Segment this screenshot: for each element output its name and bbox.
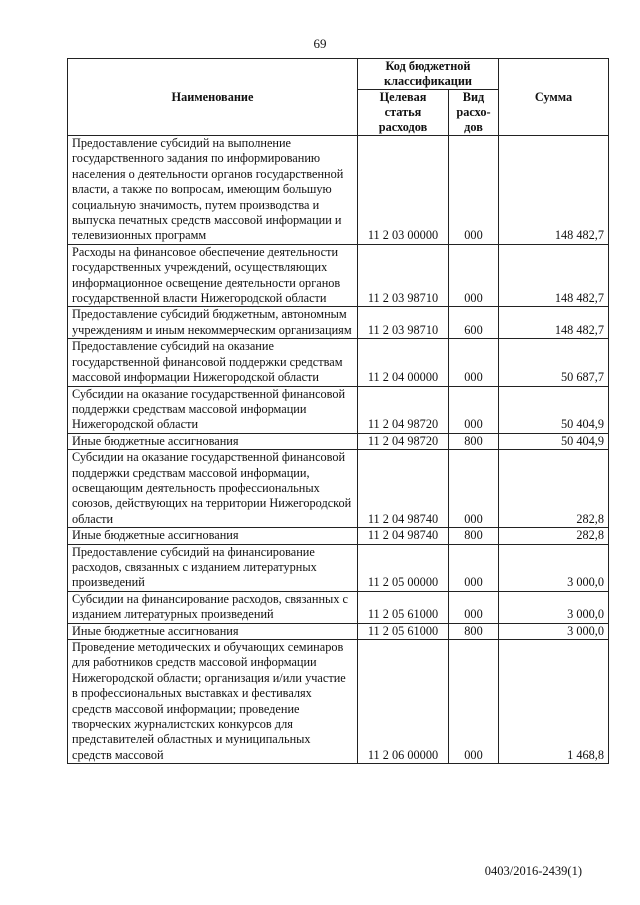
- row-name: Субсидии на финансирование расходов, связанных с изданием литературных произведений: [68, 591, 358, 623]
- row-sum: 1 468,8: [499, 640, 609, 764]
- row-target-article: 11 2 06 00000: [358, 640, 449, 764]
- row-sum: 3 000,0: [499, 623, 609, 639]
- row-name: Субсидии на оказание государственной финансовой поддержки средствам массовой информации Нижегородской области: [68, 386, 358, 433]
- row-name: Иные бюджетные ассигнования: [68, 623, 358, 639]
- row-target-article: 11 2 03 98710: [358, 307, 449, 339]
- row-expense-type: 000: [449, 450, 499, 528]
- table-row: [68, 544, 609, 591]
- row-expense-type: 800: [449, 433, 499, 449]
- header-row-top: [68, 59, 609, 90]
- table-row: [68, 623, 609, 639]
- row-name: Иные бюджетные ассигнования: [68, 433, 358, 449]
- row-name: Субсидии на оказание государственной финансовой поддержки средствам массовой информации, освещающим деятельность профессиональных союзов, действующих на территории Нижегородской области: [68, 450, 358, 528]
- row-sum: 148 482,7: [499, 307, 609, 339]
- row-target-article: 11 2 04 98740: [358, 528, 449, 544]
- table-row: [68, 244, 609, 307]
- table-row: [68, 450, 609, 528]
- table-row: [68, 433, 609, 449]
- document-code: 0403/2016-2439(1): [484, 864, 582, 878]
- row-name: Предоставление субсидий на финансирование расходов, связанных с изданием литературных произведений: [68, 544, 358, 591]
- row-expense-type: 000: [449, 136, 499, 245]
- row-name: Предоставление субсидий на выполнение государственного задания по информированию населения о деятельности органов государственной власти, а также по вопросам, имеющим большую социальную значимость, путем производства и выпуска печатных средств массовой информации и телевизионных программ: [68, 136, 358, 245]
- row-target-article: 11 2 04 98740: [358, 450, 449, 528]
- row-sum: 148 482,7: [499, 136, 609, 245]
- row-name: Предоставление субсидий бюджетным, автономным учреждениям и иным некоммерческим организациям: [68, 307, 358, 339]
- row-name: Проведение методических и обучающих семинаров для работников средств массовой информации Нижегородской области; организация и/или участие в профессиональных выставках и фестивалях средств массовой информации; проведение творческих журналистских конкурсов для представителей областных и муниципальных средств массовой: [68, 640, 358, 764]
- row-target-article: 11 2 03 00000: [358, 136, 449, 245]
- row-expense-type: 000: [449, 544, 499, 591]
- row-name: Предоставление субсидий на оказание государственной финансовой поддержки средствам массовой информации Нижегородской области: [68, 339, 358, 386]
- row-sum: 3 000,0: [499, 591, 609, 623]
- row-sum: 282,8: [499, 450, 609, 528]
- row-target-article: 11 2 03 98710: [358, 244, 449, 307]
- row-expense-type: 800: [449, 528, 499, 544]
- table-row: [68, 307, 609, 339]
- table-row: [68, 591, 609, 623]
- header-classification: Код бюджетной классификации: [358, 59, 499, 90]
- row-target-article: 11 2 04 98720: [358, 433, 449, 449]
- row-expense-type: 000: [449, 640, 499, 764]
- row-sum: 50 687,7: [499, 339, 609, 386]
- row-target-article: 11 2 04 00000: [358, 339, 449, 386]
- row-sum: 3 000,0: [499, 544, 609, 591]
- table-row: [68, 136, 609, 245]
- table-row: [68, 528, 609, 544]
- budget-table: [67, 58, 609, 764]
- header-name: Наименование: [68, 59, 358, 136]
- table-row: [68, 640, 609, 764]
- row-sum: 282,8: [499, 528, 609, 544]
- table-row: [68, 339, 609, 386]
- row-sum: 50 404,9: [499, 433, 609, 449]
- row-target-article: 11 2 05 61000: [358, 591, 449, 623]
- row-target-article: 11 2 04 98720: [358, 386, 449, 433]
- row-expense-type: 800: [449, 623, 499, 639]
- row-sum: 148 482,7: [499, 244, 609, 307]
- row-expense-type: 000: [449, 386, 499, 433]
- row-name: Расходы на финансовое обеспечение деятельности государственных учреждений, осуществляющих информационное освещение деятельности органов государственной власти Нижегородской области: [68, 244, 358, 307]
- table-row: [68, 386, 609, 433]
- row-target-article: 11 2 05 00000: [358, 544, 449, 591]
- header-expense-type: Вид расхо-дов: [449, 90, 499, 136]
- row-expense-type: 000: [449, 339, 499, 386]
- row-expense-type: 000: [449, 591, 499, 623]
- header-sum: Сумма: [499, 59, 609, 136]
- row-expense-type: 600: [449, 307, 499, 339]
- row-sum: 50 404,9: [499, 386, 609, 433]
- header-target-article: Целевая статья расходов: [358, 90, 449, 136]
- row-expense-type: 000: [449, 244, 499, 307]
- row-target-article: 11 2 05 61000: [358, 623, 449, 639]
- page-number: 69: [313, 36, 327, 51]
- row-name: Иные бюджетные ассигнования: [68, 528, 358, 544]
